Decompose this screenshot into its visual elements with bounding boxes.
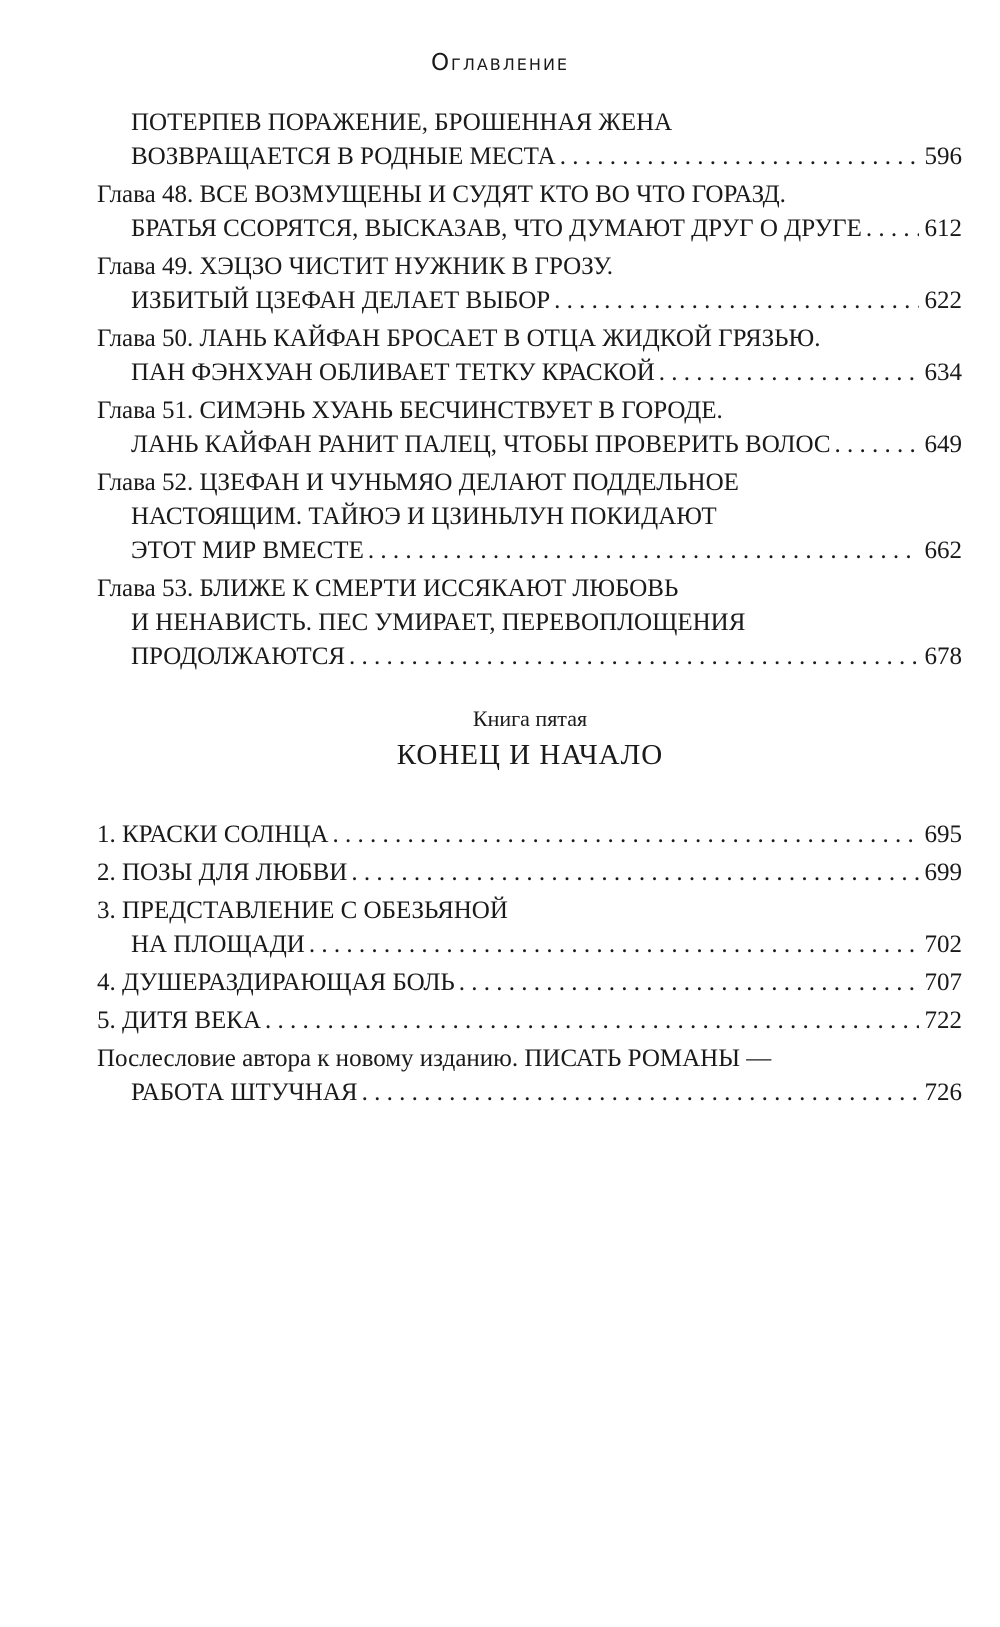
toc-entry [97, 818, 962, 852]
page-number: 596 [924, 143, 962, 170]
leader-dots [560, 140, 919, 174]
leader-dots [554, 284, 918, 318]
page-number: 612 [924, 215, 962, 242]
leader-dots [265, 1004, 918, 1038]
toc-entry [97, 106, 962, 174]
toc-entry-text: 5. ДИТЯ ВЕКА [97, 1007, 262, 1034]
leader-dots [332, 818, 918, 852]
toc-entry-text: Глава 49. ХЭЦЗО ЧИСТИТ НУЖНИК В ГРОЗУ. [97, 253, 614, 280]
toc-entry-text: ПАН ФЭНХУАН ОБЛИВАЕТ ТЕТКУ КРАСКОЙ [131, 359, 655, 386]
toc-entry-text: 2. ПОЗЫ ДЛЯ ЛЮБВИ [97, 859, 348, 886]
toc-entry-text: Глава 53. БЛИЖЕ К СМЕРТИ ИССЯКАЮТ ЛЮБОВЬ [97, 575, 679, 602]
toc-entry-text: ИЗБИТЫЙ ЦЗЕФАН ДЕЛАЕТ ВЫБОР [131, 287, 551, 314]
toc-entry-text: Глава 52. ЦЗЕФАН И ЧУНЬМЯО ДЕЛАЮТ ПОДДЕЛЬНОЕ [97, 469, 739, 496]
book-title: КОНЕЦ И НАЧАЛО [396, 739, 664, 771]
page-number: 678 [924, 643, 962, 670]
toc-entry [97, 572, 962, 674]
page-number: 649 [924, 431, 962, 458]
toc-entry-text: НАСТОЯЩИМ. ТАЙЮЭ И ЦЗИНЬЛУН ПОКИДАЮТ [131, 503, 717, 530]
toc-list-top [97, 106, 962, 678]
toc-entry-text: 1. КРАСКИ СОЛНЦА [97, 821, 329, 848]
toc-entry [97, 322, 962, 390]
toc-entry [97, 250, 962, 318]
leader-dots [349, 640, 918, 674]
page-number: 699 [924, 859, 962, 886]
toc-entry-text: ПРОДОЛЖАЮТСЯ [131, 643, 346, 670]
toc-entry-text: ВОЗВРАЩАЕТСЯ В РОДНЫЕ МЕСТА [131, 143, 556, 170]
toc-entry [97, 178, 962, 246]
toc-list-bottom [97, 818, 962, 1114]
leader-dots [659, 356, 919, 390]
toc-entry [97, 894, 962, 962]
leader-dots [866, 212, 919, 246]
toc-entry-text: И НЕНАВИСТЬ. ПЕС УМИРАЕТ, ПЕРЕВОПЛОЩЕНИЯ [131, 609, 746, 636]
leader-dots [351, 856, 918, 890]
toc-entry-text: ПОТЕРПЕВ ПОРАЖЕНИЕ, БРОШЕННАЯ ЖЕНА [131, 109, 673, 136]
leader-dots [835, 428, 919, 462]
toc-entry-text: НА ПЛОЩАДИ [131, 931, 305, 958]
page-number: 722 [924, 1007, 962, 1034]
leader-dots [459, 966, 919, 1000]
leader-dots [309, 928, 919, 962]
running-head: Оглавление [430, 50, 570, 76]
toc-entry-text: Глава 51. СИМЭНЬ ХУАНЬ БЕСЧИНСТВУЕТ В ГОРОДЕ. [97, 397, 723, 424]
toc-entry-text: РАБОТА ШТУЧНАЯ [131, 1079, 358, 1106]
toc-entry-text: ЛАНЬ КАЙФАН РАНИТ ПАЛЕЦ, ЧТОБЫ ПРОВЕРИТЬ ВОЛОС [131, 431, 831, 458]
page-number: 634 [924, 359, 962, 386]
toc-entry-text: 4. ДУШЕРАЗДИРАЮЩАЯ БОЛЬ [97, 969, 455, 996]
toc-entry-text: Глава 50. ЛАНЬ КАЙФАН БРОСАЕТ В ОТЦА ЖИДКОЙ ГРЯЗЬЮ. [97, 325, 821, 352]
toc-entry-text: 3. ПРЕДСТАВЛЕНИЕ С ОБЕЗЬЯНОЙ [97, 897, 508, 924]
page-number: 662 [924, 537, 962, 564]
toc-entry [97, 1042, 962, 1110]
toc-entry [97, 856, 962, 890]
toc-entry-text: БРАТЬЯ ССОРЯТСЯ, ВЫСКАЗАВ, ЧТО ДУМАЮТ ДРУГ О ДРУГЕ [131, 215, 862, 242]
page-number: 707 [924, 969, 962, 996]
toc-entry-text: Послесловие автора к новому изданию. ПИСАТЬ РОМАНЫ — [97, 1045, 772, 1072]
page-number: 622 [924, 287, 962, 314]
page-number: 702 [924, 931, 962, 958]
toc-entry [97, 1004, 962, 1038]
toc-entry [97, 466, 962, 568]
leader-dots [362, 1076, 919, 1110]
page-number: 695 [924, 821, 962, 848]
toc-entry-text: ЭТОТ МИР ВМЕСТЕ [131, 537, 364, 564]
book-label: Книга пятая [472, 706, 588, 731]
toc-entry-text: Глава 48. ВСЕ ВОЗМУЩЕНЫ И СУДЯТ КТО ВО ЧТО ГОРАЗД. [97, 181, 786, 208]
toc-entry [97, 966, 962, 1000]
toc-entry [97, 394, 962, 462]
page-number: 726 [924, 1079, 962, 1106]
leader-dots [368, 534, 919, 568]
